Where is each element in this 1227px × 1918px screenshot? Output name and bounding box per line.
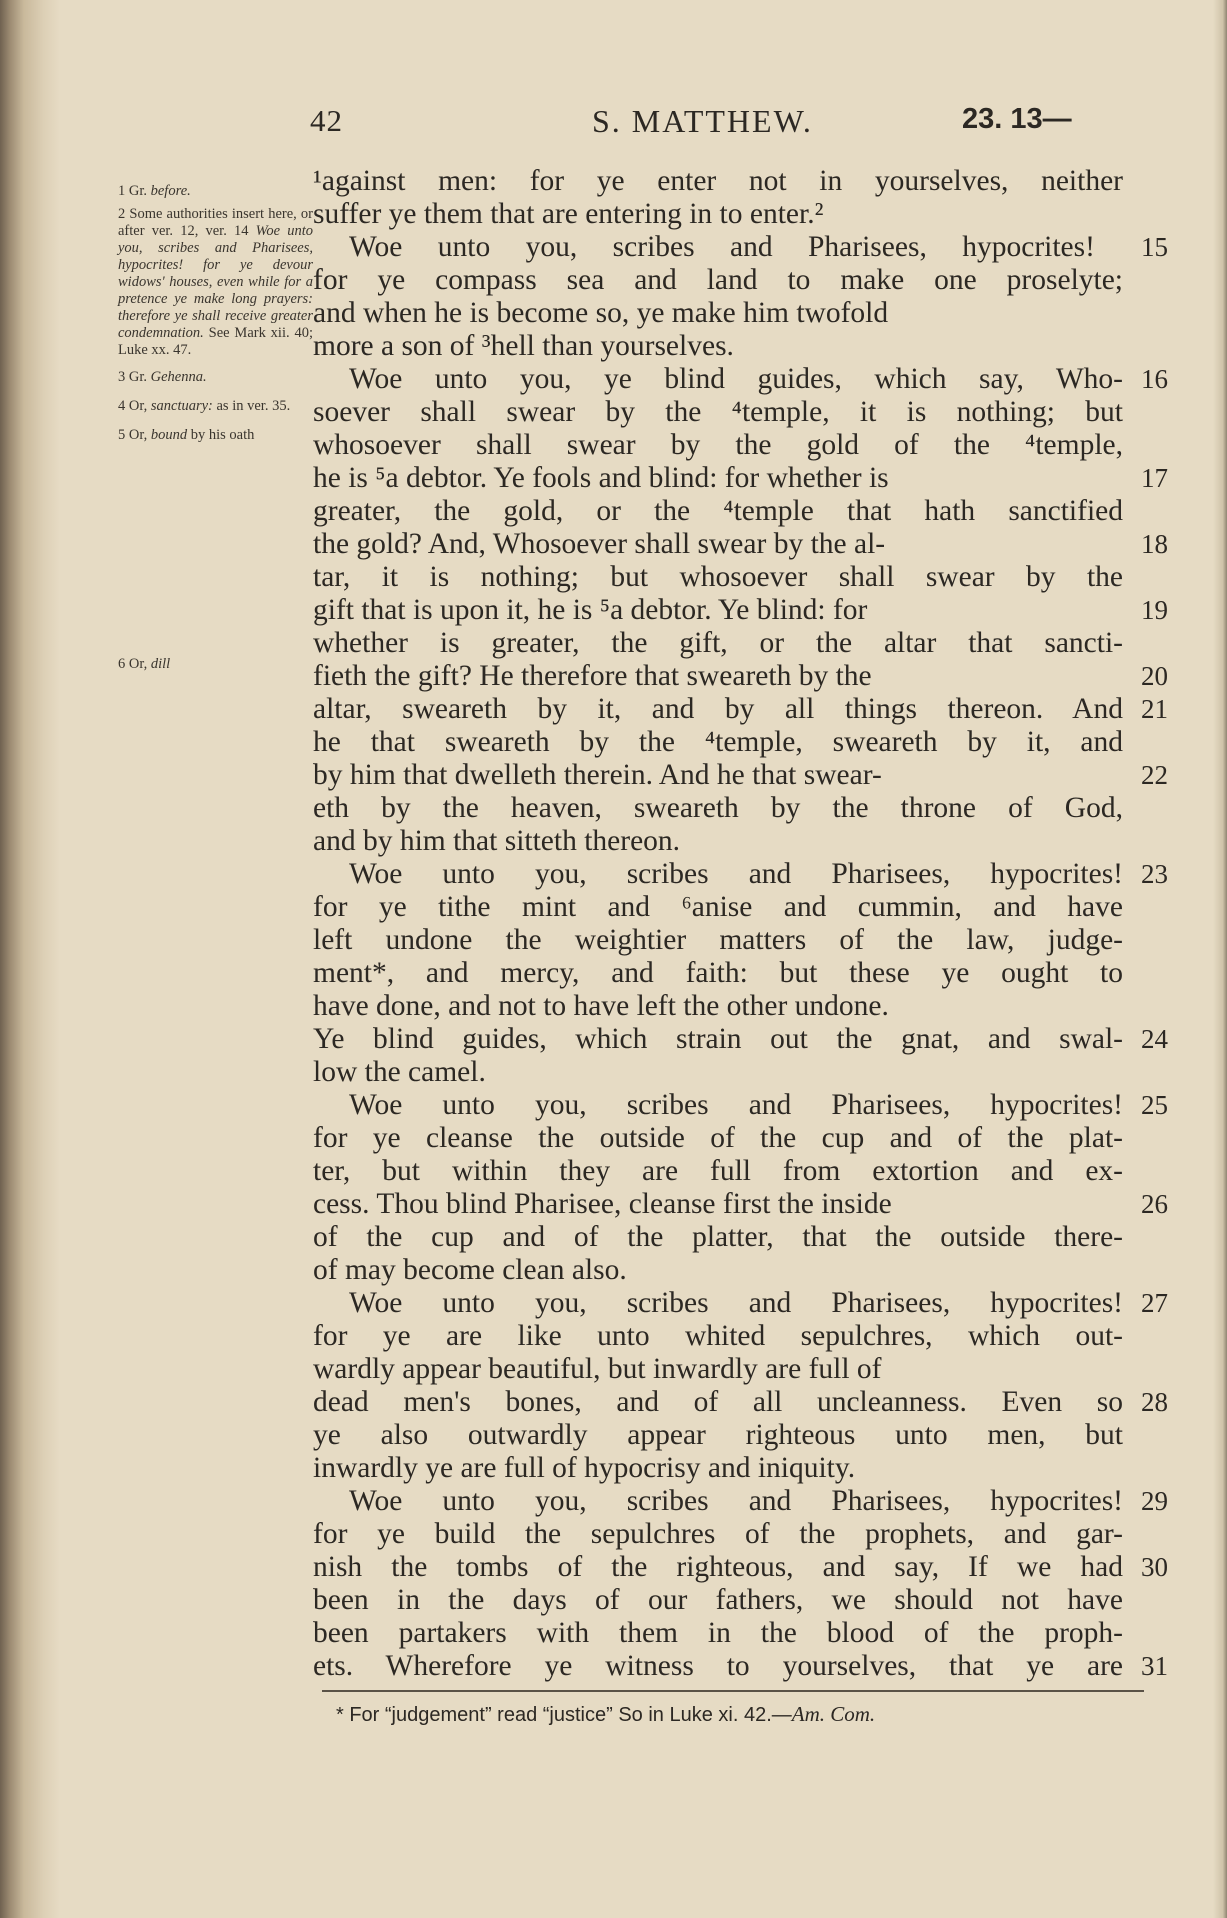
line-text: greater, the gold, or the ⁴temple that hath sanctified	[313, 495, 1123, 527]
line-text: altar, sweareth by it, and by all things thereon. And	[313, 693, 1123, 725]
line-text: cess. Thou blind Pharisee, cleanse first the inside	[313, 1188, 892, 1220]
line-text: soever shall swear by the ⁴temple, it is nothing; but	[313, 396, 1123, 428]
text-line	[313, 1551, 1168, 1584]
text-line	[313, 1089, 1168, 1122]
verse-number: 21	[1141, 694, 1168, 724]
line-text: he is ⁵a debtor. Ye fools and blind: for whether is	[313, 462, 889, 494]
text-line	[313, 1287, 1168, 1320]
line-text: and when he is become so, ye make him twofold	[313, 297, 889, 329]
footnote-rule	[322, 1690, 1144, 1692]
line-text: ter, but within they are full from extortion and ex-	[313, 1155, 1123, 1187]
footnote: * For “judgement” read “justice” So in Luke xi. 42.—Am. Com.	[336, 1702, 876, 1726]
line-text: suffer ye them that are entering in to enter.²	[313, 198, 824, 230]
scripture-text	[313, 165, 1168, 1683]
verse-number: 29	[1141, 1486, 1168, 1516]
line-text: whosoever shall swear by the gold of the ⁴temple,	[313, 429, 1123, 461]
text-line	[313, 1650, 1168, 1683]
text-line	[313, 396, 1143, 429]
text-line	[313, 825, 1143, 858]
text-line	[313, 627, 1143, 660]
text-line	[313, 1155, 1143, 1188]
line-text: the gold? And, Whosoever shall swear by the al-	[313, 528, 886, 560]
line-text: low the camel.	[313, 1056, 486, 1088]
margin-note: 6 Or, dill	[118, 656, 171, 672]
text-line	[313, 1485, 1168, 1518]
text-line	[313, 1056, 1143, 1089]
text-line	[313, 297, 1143, 330]
line-text: he that sweareth by the ⁴temple, sweareth by it, and	[313, 726, 1123, 758]
verse-number: 15	[1141, 232, 1168, 262]
line-text: Woe unto you, scribes and Pharisees, hypocrites!	[349, 858, 1123, 890]
verse-number: 31	[1141, 1651, 1168, 1681]
line-text: ye also outwardly appear righteous unto men, but	[313, 1419, 1123, 1451]
text-line	[313, 231, 1168, 264]
text-line	[313, 1419, 1143, 1452]
text-line	[313, 1188, 1168, 1221]
line-text: inwardly ye are full of hypocrisy and iniquity.	[313, 1452, 856, 1484]
page-number: 42	[310, 103, 343, 138]
verse-number: 16	[1141, 364, 1168, 394]
verse-number: 25	[1141, 1090, 1168, 1120]
text-line	[313, 660, 1168, 693]
margin-note: 5 Or, bound by his oath	[118, 427, 255, 443]
verse-number: 30	[1141, 1552, 1168, 1582]
line-text: Woe unto you, scribes and Pharisees, hypocrites!	[349, 1287, 1123, 1319]
line-text: more a son of ³hell than yourselves.	[313, 330, 734, 362]
text-line	[313, 858, 1168, 891]
line-text: tar, it is nothing; but whosoever shall swear by the	[313, 561, 1123, 593]
margin-note: 3 Gr. Gehenna.	[118, 369, 207, 385]
text-line	[313, 528, 1168, 561]
text-line	[313, 1452, 1143, 1485]
line-text: for ye cleanse the outside of the cup and of the plat-	[313, 1122, 1123, 1154]
text-line	[313, 990, 1143, 1023]
verse-number: 28	[1141, 1387, 1168, 1417]
text-line	[313, 1617, 1143, 1650]
line-text: ¹against men: for ye enter not in yourselves, neither	[313, 165, 1123, 197]
line-text: for ye compass sea and land to make one proselyte;	[313, 264, 1123, 296]
verse-number: 17	[1141, 463, 1168, 493]
text-line	[313, 363, 1168, 396]
line-text: and by him that sitteth thereon.	[313, 825, 681, 857]
line-text: wardly appear beautiful, but inwardly are full of	[313, 1353, 882, 1385]
line-text: have done, and not to have left the other undone.	[313, 990, 889, 1022]
line-text: Woe unto you, scribes and Pharisees, hypocrites!	[349, 1089, 1123, 1121]
text-line	[313, 429, 1143, 462]
line-text: dead men's bones, and of all uncleanness. Even so	[313, 1386, 1123, 1418]
chapter-verse-reference: 23. 13—	[962, 103, 1072, 135]
line-text: Woe unto you, scribes and Pharisees, hypocrites!	[349, 1485, 1123, 1517]
text-line	[313, 792, 1143, 825]
text-line	[313, 759, 1168, 792]
margin-note: 4 Or, sanctuary: as in ver. 35.	[118, 398, 291, 414]
verse-number: 26	[1141, 1189, 1168, 1219]
line-text: ets. Wherefore ye witness to yourselves, that ye are	[313, 1650, 1123, 1682]
line-text: by him that dwelleth therein. And he that swear-	[313, 759, 882, 791]
verse-number: 18	[1141, 529, 1168, 559]
text-line	[313, 198, 1143, 231]
line-text: fieth the gift? He therefore that sweareth by the	[313, 660, 872, 692]
line-text: whether is greater, the gift, or the altar that sancti-	[313, 627, 1123, 659]
text-line	[313, 165, 1143, 198]
text-line	[313, 1122, 1143, 1155]
margin-note: 2 Some authorities insert here, or after ver. 12, ver. 14 Woe unto you, scribes and Pharisees, hypocrites! for ye devour widows' houses, even while for a pretence ye make long prayers: therefore ye shall receive greater condemnation. See Mark xii. 40; Luke xx. 47.	[118, 206, 313, 358]
line-text: left undone the weightier matters of the law, judge-	[313, 924, 1123, 956]
line-text: for ye are like unto whited sepulchres, which out-	[313, 1320, 1123, 1352]
verse-number: 23	[1141, 859, 1168, 889]
text-line	[313, 1518, 1143, 1551]
text-line	[313, 1353, 1143, 1386]
line-text: Woe unto you, ye blind guides, which say, Who-	[349, 363, 1123, 395]
line-text: nish the tombs of the righteous, and say, If we had	[313, 1551, 1123, 1583]
text-line	[313, 1320, 1143, 1353]
verse-number: 20	[1141, 661, 1168, 691]
text-line	[313, 1584, 1143, 1617]
margin-notes	[118, 183, 313, 673]
verse-number: 27	[1141, 1288, 1168, 1318]
text-line	[313, 462, 1168, 495]
line-text: ment*, and mercy, and faith: but these ye ought to	[313, 957, 1123, 989]
text-line	[313, 495, 1143, 528]
margin-note: 1 Gr. before.	[118, 183, 191, 199]
text-line	[313, 957, 1143, 990]
text-line	[313, 1386, 1168, 1419]
book-title: S. MATTHEW.	[592, 103, 813, 139]
line-text: Woe unto you, scribes and Pharisees, hypocrites!	[349, 231, 1095, 263]
line-text: for ye build the sepulchres of the prophets, and gar-	[313, 1518, 1123, 1550]
text-line	[313, 726, 1143, 759]
line-text: been in the days of our fathers, we should not have	[313, 1584, 1123, 1616]
text-line	[313, 693, 1168, 726]
line-text: eth by the heaven, sweareth by the throne of God,	[313, 792, 1123, 824]
verse-number: 22	[1141, 760, 1168, 790]
text-line	[313, 330, 1143, 363]
text-line	[313, 264, 1143, 297]
verse-number: 19	[1141, 595, 1168, 625]
text-line	[313, 924, 1143, 957]
line-text: for ye tithe mint and ⁶anise and cummin, and have	[313, 891, 1123, 923]
line-text: of may become clean also.	[313, 1254, 627, 1286]
text-line	[313, 1254, 1143, 1287]
line-text: Ye blind guides, which strain out the gnat, and swal-	[313, 1023, 1123, 1055]
text-line	[313, 1023, 1168, 1056]
text-line	[313, 561, 1143, 594]
verse-number: 24	[1141, 1024, 1168, 1054]
text-line	[313, 594, 1168, 627]
text-line	[313, 1221, 1143, 1254]
text-line	[313, 891, 1143, 924]
line-text: been partakers with them in the blood of the proph-	[313, 1617, 1123, 1649]
line-text: of the cup and of the platter, that the outside there-	[313, 1221, 1123, 1253]
line-text: gift that is upon it, he is ⁵a debtor. Ye blind: for	[313, 594, 868, 626]
